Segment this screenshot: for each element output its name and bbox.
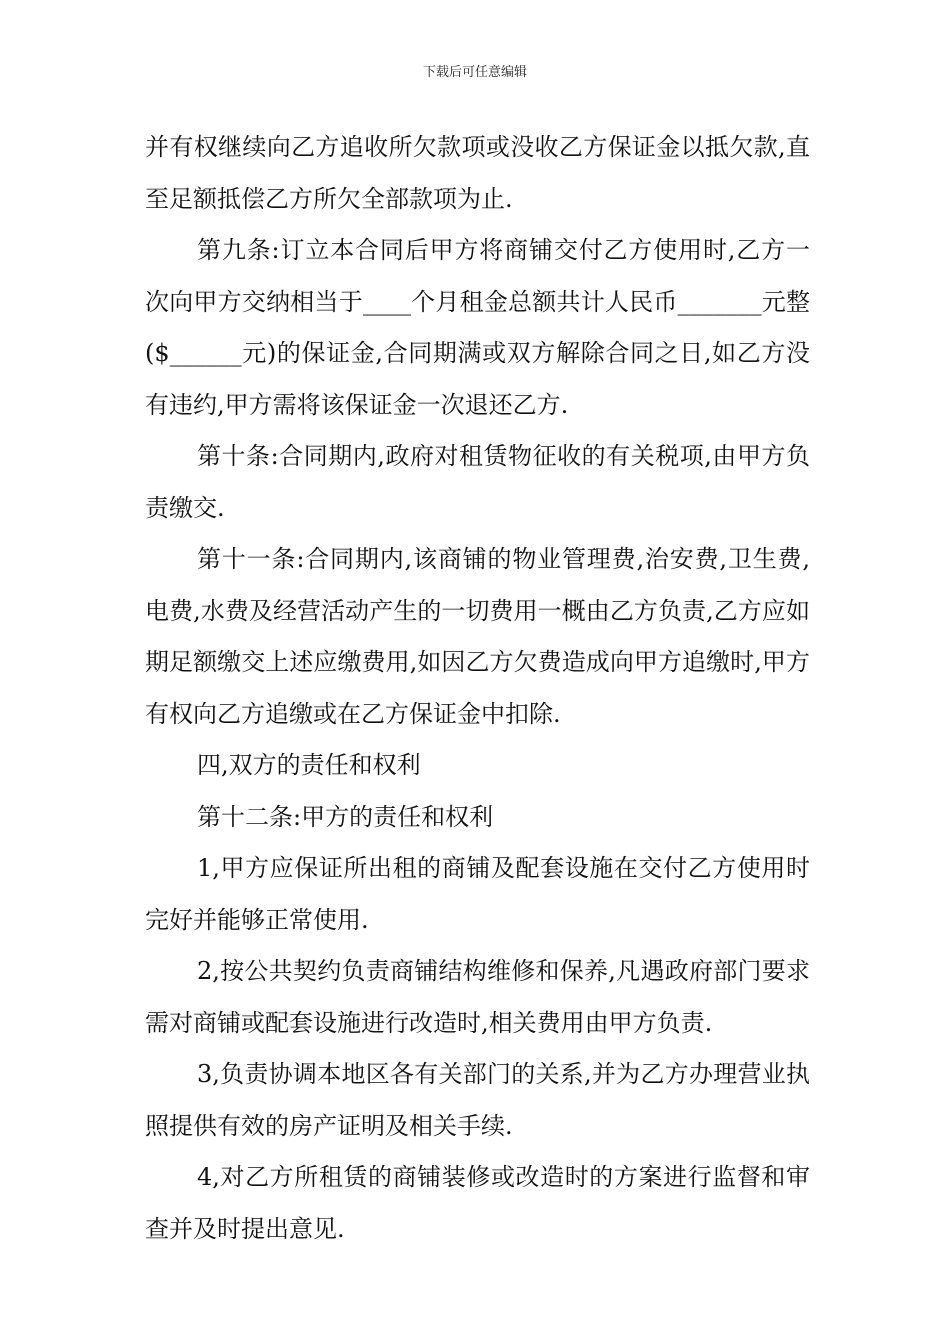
paragraph-article-12: 第十二条:甲方的责任和权利: [197, 802, 494, 831]
paragraph-continuation: 并有权继续向乙方追收所欠款项或没收乙方保证金以抵欠款,直至足额抵偿乙方所欠全部款项为止.: [145, 133, 810, 213]
list-item-3: 3,负责协调本地区各有关部门的关系,并为乙方办理营业执照提供有效的房产证明及相关手续.: [145, 1060, 810, 1140]
list-item-2: 2,按公共契约负责商铺结构维修和保养,凡遇政府部门要求需对商铺或配套设施进行改造时,相关费用由甲方负责.: [145, 957, 810, 1037]
paragraph-article-10: 第十条:合同期内,政府对租赁物征收的有关税项,由甲方负责缴交.: [145, 442, 810, 522]
list-item-1: 1,甲方应保证所出租的商铺及配套设施在交付乙方使用时完好并能够正常使用.: [145, 854, 810, 934]
paragraph-article-11: 第十一条:合同期内,该商铺的物业管理费,治安费,卫生费,电费,水费及经营活动产生的一切费用一概由乙方负责,乙方应如期足额缴交上述应缴费用,如因乙方欠费造成向甲方追缴时,甲方有权向乙方追缴或在乙方保证金中扣除.: [145, 545, 810, 728]
list-item-4: 4,对乙方所租赁的商铺装修或改造时的方案进行监督和审查并及时提出意见.: [145, 1163, 810, 1243]
section-heading-responsibilities: 四,双方的责任和权利: [197, 751, 421, 779]
document-body: [145, 122, 810, 1255]
page-header: 下载后可任意编辑: [422, 65, 527, 80]
paragraph-article-9: 第九条:订立本合同后甲方将商铺交付乙方使用时,乙方一次向甲方交纳相当于____个月租金总额共计人民币_______元整($______元)的保证金,合同期满或双方解除合同之日,如乙方没有违约,甲方需将该保证金一次退还乙方.: [145, 236, 810, 419]
